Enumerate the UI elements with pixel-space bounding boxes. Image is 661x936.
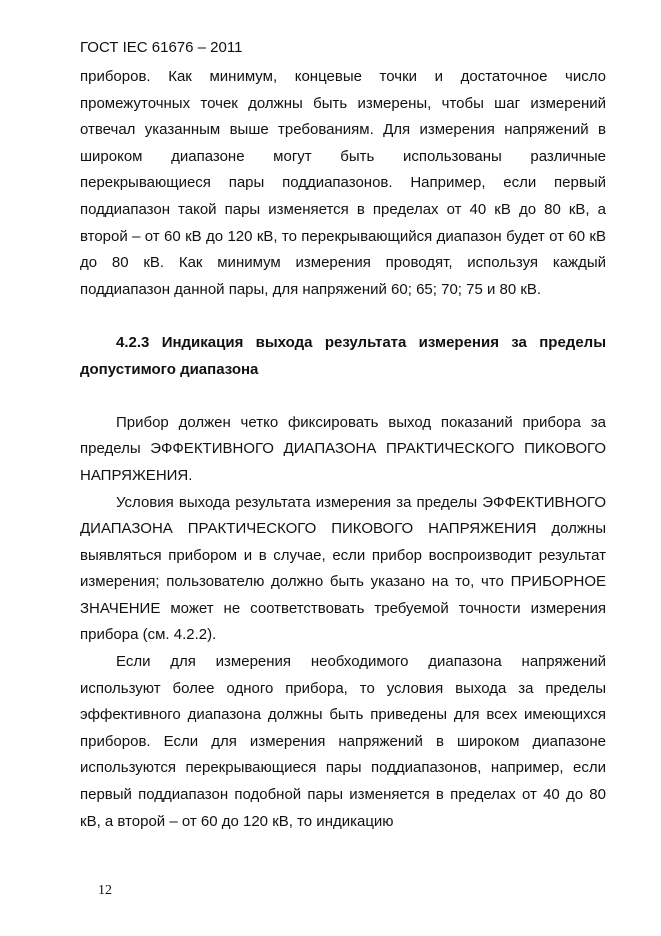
blank-line — [80, 383, 606, 410]
document-header: ГОСТ IEC 61676 – 2011 — [80, 39, 243, 56]
blank-line — [80, 303, 606, 330]
paragraph-overrange-indication: Прибор должен четко фиксировать выход показаний прибора за пределы ЭФФЕКТИВНОГО ДИАПАЗОНА ПРАКТИЧЕСКОГО ПИКОВОГО НАПРЯЖЕНИЯ. — [80, 413, 606, 484]
paragraph-overrange-conditions: Условия выхода результата измерения за пределы ЭФФЕКТИВНОГО ДИАПАЗОНА ПРАКТИЧЕСКОГО ПИКОВОГО НАПРЯЖЕНИЯ должны выявляться прибором и в случае, если прибор воспроизводит результат измерения; пользователю должно быть указано на то, что ПРИБОРНОЕ ЗНАЧЕНИЕ может не соответствовать требуемой точности измерения прибора (см. 4.2.2). — [80, 493, 606, 644]
section-heading-4-2-3: 4.2.3 Индикация выхода результата измерения за пределы допустимого диапазона — [80, 333, 606, 378]
paragraph-continuation: приборов. Как минимум, концевые точки и достаточное число промежуточных точек должны быть измерены, чтобы шаг измерений отвечал указанным выше требованиям. Для измерения напряжений в широком диапазоне могут быть использованы различные перекрывающиеся пары поддиапазонов. Например, если первый поддиапазон такой пары изменяется в пределах от 40 кВ до 80 кВ, а второй – от 60 кВ до 120 кВ, то перекрывающийся диапазон будет от 60 кВ до 80 кВ. Как минимум измерения проводят, используя каждый поддиапазон данной пары, для напряжений 60; 65; 70; 75 и 80 кВ. — [80, 68, 606, 298]
paragraph-multiple-instruments: Если для измерения необходимого диапазона напряжений используют более одного прибора, то условия выхода за пределы эффективного диапазона должны быть приведены для всех имеющихся приборов. Если для измерения напряжений в широком диапазоне используются перекрывающиеся пары поддиапазонов, например, если первый поддиапазон подобной пары изменяется в пределах от 40 до 80 кВ, а второй – от 60 до 120 кВ, то индикацию — [80, 653, 606, 830]
document-body — [80, 64, 606, 835]
page-number: 12 — [98, 883, 112, 898]
